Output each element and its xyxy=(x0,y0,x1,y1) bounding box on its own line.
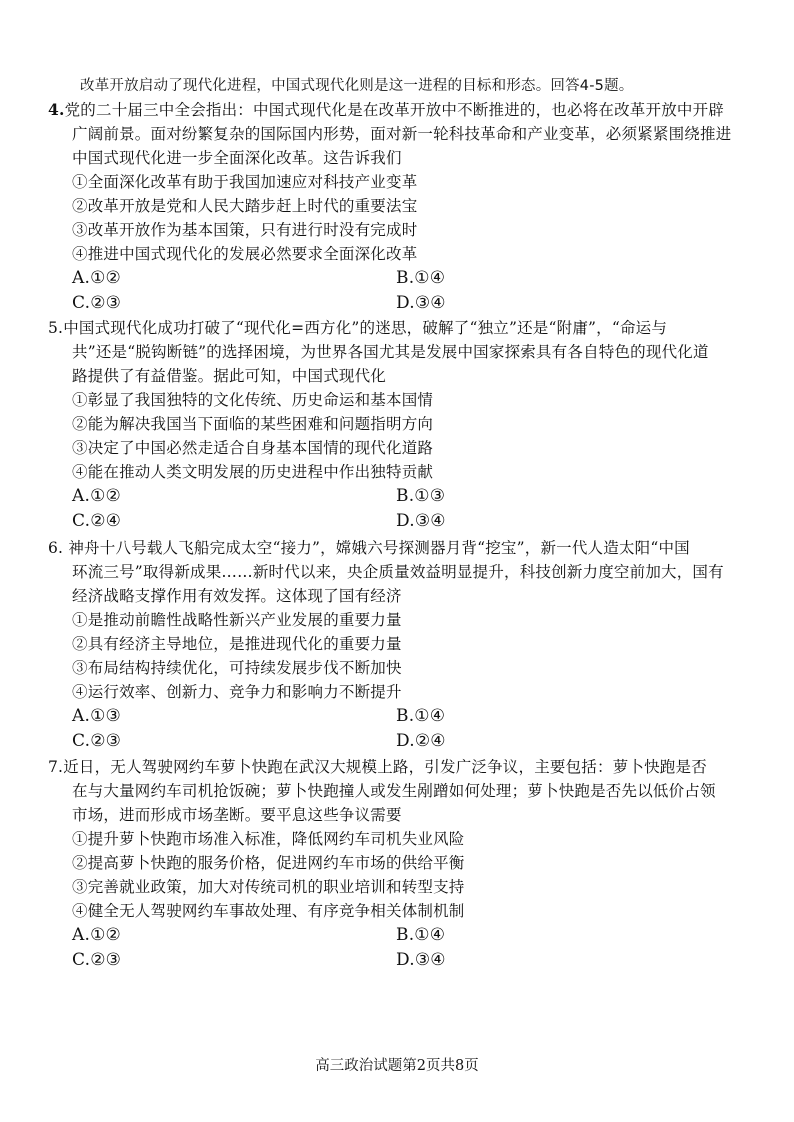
question-6-option-4: ④运行效率、创新力、竞争力和影响力不断提升 xyxy=(72,683,402,701)
question-4-stem-line-3: 中国式现代化进一步全面深化改革。这告诉我们 xyxy=(72,149,402,167)
question-5-option-2: ②能为解决我国当下面临的某些困难和问题指明方向 xyxy=(72,415,434,433)
question-7-answer-a: A.①② xyxy=(72,925,121,945)
question-4-option-3: ③改革开放作为基本国策，只有进行时没有完成时 xyxy=(72,221,418,239)
question-7-option-3: ③完善就业政策，加大对传统司机的职业培训和转型支持 xyxy=(72,878,465,896)
question-7-option-2: ②提高萝卜快跑的服务价格，促进网约车市场的供给平衡 xyxy=(72,854,465,872)
question-number: 4. xyxy=(48,100,65,119)
question-number: 7. xyxy=(48,758,64,776)
question-5-stem-line-1: 5.中国式现代化成功打破了“现代化=西方化”的迷思，破解了“独立”还是“附庸”，“命运与 xyxy=(48,319,668,337)
question-5-option-3: ③决定了中国必然走适合自身基本国情的现代化道路 xyxy=(72,439,434,457)
question-5-answer-c: C.②④ xyxy=(72,511,122,531)
question-7-answer-c: C.②③ xyxy=(72,950,122,970)
question-4-stem-line-1: 4.党的二十届三中全会指出：中国式现代化是在改革开放中不断推进的，也必将在改革开放中开辟 xyxy=(48,100,724,119)
page-footer: 高三政治试题第2页共8页 xyxy=(315,1058,479,1074)
question-7-option-1: ①提升萝卜快跑市场准入标准，降低网约车司机失业风险 xyxy=(72,830,465,848)
question-4-answer-c: C.②③ xyxy=(72,293,122,313)
question-4-option-2: ②改革开放是党和人民大踏步赶上时代的重要法宝 xyxy=(72,197,418,215)
question-7-answer-d: D.③④ xyxy=(396,950,446,970)
question-5-answer-d: D.③④ xyxy=(396,511,446,531)
question-6-stem-line-1: 6. 神舟十八号载人飞船完成太空“接力”，嫦娥六号探测器月背“挖宝”，新一代人造太阳“中国 xyxy=(48,539,690,557)
question-group-intro: 改革开放启动了现代化进程，中国式现代化则是这一进程的目标和形态。回答4-5题。 xyxy=(80,78,634,94)
question-4-option-1: ①全面深化改革有助于我国加速应对科技产业变革 xyxy=(72,173,418,191)
question-4-answer-a: A.①② xyxy=(72,268,121,288)
question-5-stem-line-2: 共”还是“脱钩断链”的选择困境，为世界各国尤其是发展中国家探索具有各自特色的现代化道 xyxy=(72,343,709,361)
question-6-stem-line-2: 环流三号”取得新成果……新时代以来，央企质量效益明显提升，科技创新力度空前加大，国有 xyxy=(72,563,724,581)
question-6-answer-b: B.①④ xyxy=(396,706,446,726)
question-6-stem-line-3: 经济战略支撑作用有效发挥。这体现了国有经济 xyxy=(72,587,402,605)
question-5-option-1: ①彰显了我国独特的文化传统、历史命运和基本国情 xyxy=(72,391,434,409)
question-4-answer-b: B.①④ xyxy=(396,268,446,288)
question-4-stem-line-2: 广阔前景。面对纷繁复杂的国际国内形势，面对新一轮科技革命和产业变革，必须紧紧围绕推进 xyxy=(72,125,732,143)
question-5-answer-b: B.①③ xyxy=(396,486,446,506)
question-5-answer-a: A.①② xyxy=(72,486,121,506)
question-number: 5. xyxy=(48,319,64,337)
question-7-option-4: ④健全无人驾驶网约车事故处理、有序竞争相关体制机制 xyxy=(72,902,465,920)
question-7-stem-line-2: 在与大量网约车司机抢饭碗；萝卜快跑撞人或发生剐蹭如何处理；萝卜快跑是否先以低价占领 xyxy=(72,782,716,800)
question-6-answer-a: A.①③ xyxy=(72,706,121,726)
question-6-option-1: ①是推动前瞻性战略性新兴产业发展的重要力量 xyxy=(72,611,402,629)
question-6-answer-c: C.②③ xyxy=(72,731,122,751)
question-5-option-4: ④能在推动人类文明发展的历史进程中作出独特贡献 xyxy=(72,463,434,481)
question-4-answer-d: D.③④ xyxy=(396,293,446,313)
question-7-stem-line-1: 7.近日，无人驾驶网约车萝卜快跑在武汉大规模上路，引发广泛争议，主要包括：萝卜快跑是否 xyxy=(48,758,707,776)
question-4-option-4: ④推进中国式现代化的发展必然要求全面深化改革 xyxy=(72,245,418,263)
question-6-option-2: ②具有经济主导地位，是推进现代化的重要力量 xyxy=(72,635,402,653)
question-6-option-3: ③布局结构持续优化，可持续发展步伐不断加快 xyxy=(72,659,402,677)
question-number: 6. xyxy=(48,539,64,557)
question-6-answer-d: D.②④ xyxy=(396,731,446,751)
question-7-answer-b: B.①④ xyxy=(396,925,446,945)
question-5-stem-line-3: 路提供了有益借鉴。据此可知，中国式现代化 xyxy=(72,367,387,385)
question-7-stem-line-3: 市场，进而形成市场垄断。要平息这些争议需要 xyxy=(72,806,402,824)
